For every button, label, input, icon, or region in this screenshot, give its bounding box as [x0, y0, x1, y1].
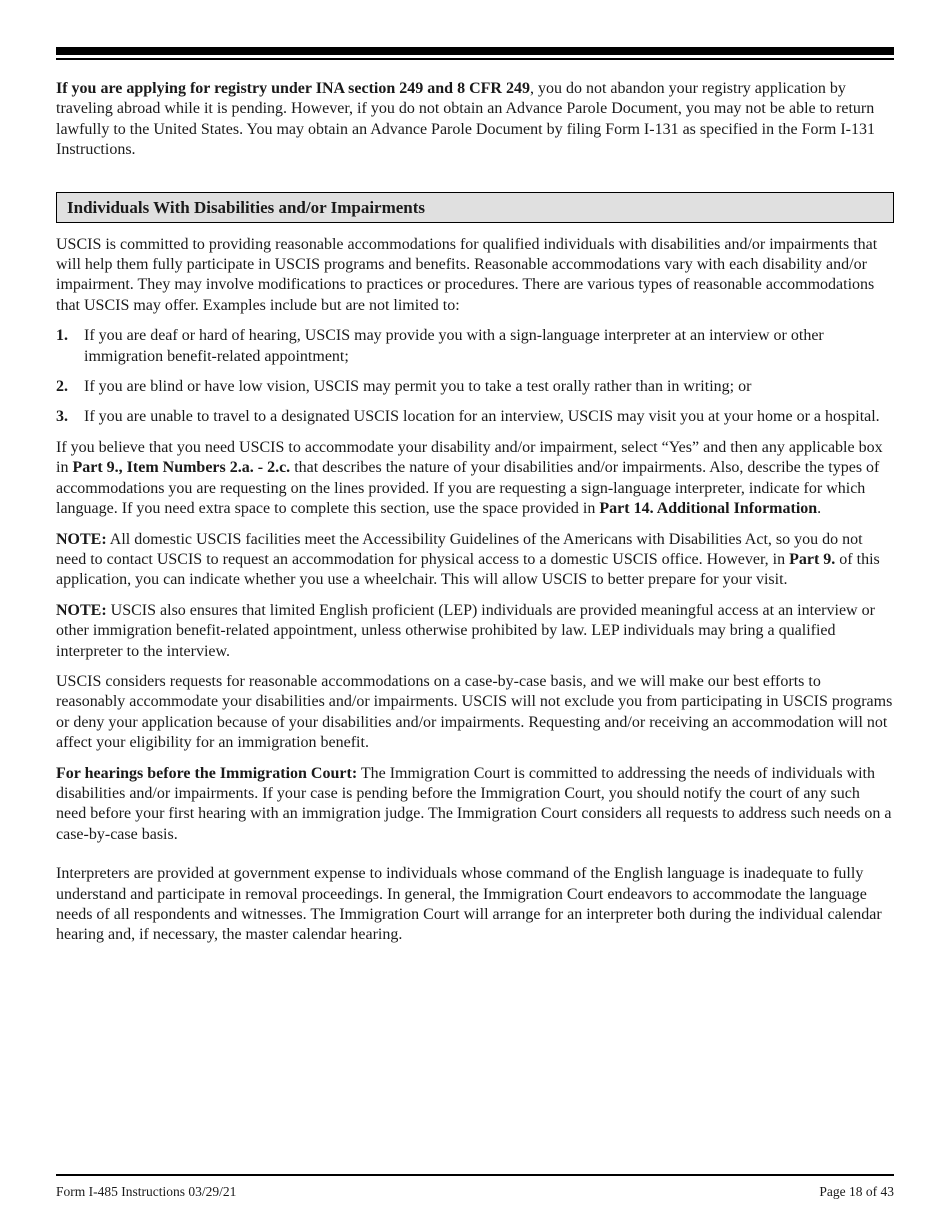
accommodation-examples-list: [56, 326, 894, 428]
list-item-text: If you are deaf or hard of hearing, USCIS may provide you with a sign-language interpreter at an interview or other immigration benefit-related appointment;: [84, 327, 824, 365]
page-content: [56, 79, 894, 956]
footer-form-id: Form I-485 Instructions 03/29/21: [56, 1184, 237, 1199]
accommodate-text-3: .: [817, 500, 822, 518]
list-item-number: 3.: [56, 408, 68, 426]
accommodate-text-2: that describes the nature of your disabilities and/or impairments. Also, describe the types of accommodations you are requesting on the lines provided. If you are requesting a sign-language interpreter, indicate for which language. If you need extra space to complete this section, use the space provided in: [56, 459, 880, 518]
note-facilities-text-1: All domestic USCIS facilities meet the Accessibility Guidelines of the Americans with Disabilities Act, so you do not need to contact USCIS to request an accommodation for physical access to a domestic USCIS office. However, in: [56, 530, 863, 568]
note-label: NOTE:: [56, 530, 107, 548]
paragraph-gap: [56, 855, 894, 864]
list-item: [56, 407, 894, 427]
case-basis-paragraph: USCIS considers requests for reasonable accommodations on a case-by-case basis, and we will make our best efforts to reasonably accommodate your disabilities and/or impairments. USCIS will not exclude you from participating in USCIS programs or deny your application because of your disabilities and/or impairments. Requesting and/or receiving an accommodation will not affect your eligibility for an immigration benefit.: [56, 672, 893, 752]
registry-paragraph: [56, 79, 894, 161]
part9-item-reference: Part 9., Item Numbers 2.a. - 2.c.: [72, 459, 291, 477]
footer-page-number: Page 18 of 43: [819, 1184, 894, 1199]
note-facilities-paragraph: [56, 530, 894, 591]
hearings-label: For hearings before the Immigration Court:: [56, 764, 358, 782]
accommodate-paragraph: [56, 438, 894, 520]
registry-bold-lead: If you are applying for registry under INA section 249 and 8 CFR 249: [56, 80, 530, 97]
accommodate-text-1: If you believe that you need USCIS to accommodate your disability and/or impairment, select “Yes” and then any applicable box in: [56, 438, 883, 477]
note-facilities-text-2: of this application, you can indicate whether you use a wheelchair. This will allow USCIS to better prepare for your visit.: [56, 550, 880, 589]
list-item-text: If you are blind or have low vision, USCIS may permit you to take a test orally rather than in writing; or: [84, 378, 752, 396]
part9-reference: Part 9.: [789, 550, 836, 568]
hearings-text: The Immigration Court is committed to addressing the needs of individuals with disabilities and/or impairments. If your case is pending before the Immigration Court, you should notify the court of any such need before your first hearing with an immigration judge. The Immigration Court considers all requests to address such needs on a case-by-case basis.: [56, 764, 892, 843]
intro-paragraph: USCIS is committed to providing reasonable accommodations for qualified individuals with disabilities and/or impairments that will help them fully participate in USCIS programs and benefits. Reasonable accommodations vary with each disability and/or impairment. They may involve modifications to practices or procedures. There are various types of reasonable accommodations that USCIS may offer. Examples include but are not limited to:: [56, 235, 878, 314]
list-item-number: 1.: [56, 327, 68, 345]
header-rule-thick: [56, 47, 894, 55]
note-lep-paragraph: [56, 601, 894, 662]
hearings-paragraph: [56, 764, 894, 846]
list-item: [56, 377, 894, 397]
list-item: [56, 326, 894, 367]
list-item-text: If you are unable to travel to a designated USCIS location for an interview, USCIS may visit you at your home or a hospital.: [84, 408, 880, 426]
footer-rule: [56, 1174, 894, 1176]
header-rule-thin: [56, 58, 894, 60]
part14-reference: Part 14. Additional Information: [599, 500, 818, 518]
interpreters-paragraph: Interpreters are provided at government expense to individuals whose command of the English language is inadequate to fully understand and participate in removal proceedings. In general, the Immigration Court endeavors to accommodate the language needs of all respondents and witnesses. The Immigration Court will arrange for an interpreter both during the individual calendar hearing and, if necessary, the master calendar hearing.: [56, 865, 882, 944]
section-heading: Individuals With Disabilities and/or Impairments: [56, 192, 894, 223]
list-item-number: 2.: [56, 378, 68, 396]
registry-text: , you do not abandon your registry application by traveling abroad while it is pending. However, if you do not obtain an Advance Parole Document, you may not be able to return lawfully to the United States. You may obtain an Advance Parole Document by filing Form I-131 as specified in the Form I-131 Instructions.: [56, 80, 875, 159]
note-label: NOTE:: [56, 601, 107, 619]
note-lep-text: USCIS also ensures that limited English proficient (LEP) individuals are provided meaningful access at an interview or other immigration benefit-related appointment, unless otherwise prohibited by law. LEP individuals may bring a qualified interpreter to the interview.: [56, 601, 875, 660]
